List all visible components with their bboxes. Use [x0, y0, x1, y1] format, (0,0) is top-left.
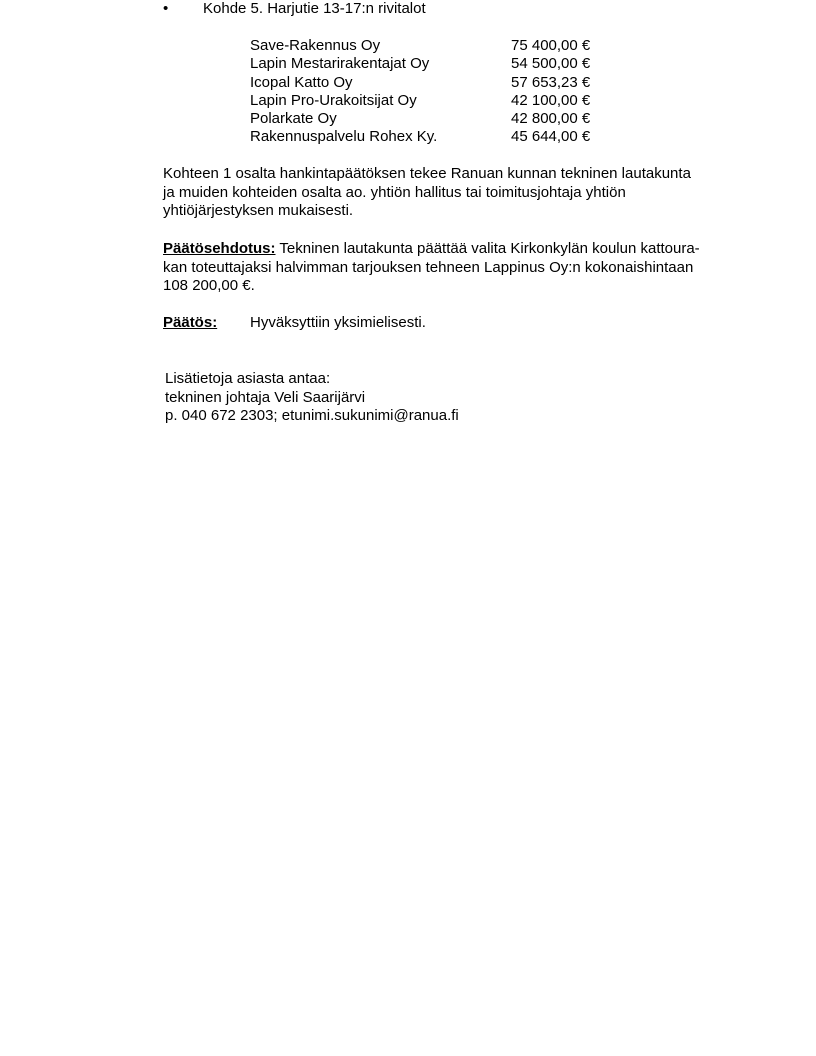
bid-company: Lapin Mestarirakentajat Oy	[250, 55, 430, 73]
paragraph-line: Kohteen 1 osalta hankintapäätöksen tekee Ranuan kunnan tekninen lautakunta	[163, 165, 691, 182]
bid-company: Rakennuspalvelu Rohex Ky.	[250, 128, 438, 146]
contact-line: Lisätietoja asiasta antaa:	[165, 370, 331, 387]
table-row	[250, 74, 611, 92]
bid-amount: 45 644,00 €	[511, 128, 591, 146]
proposal-label: Päätösehdotus:	[163, 240, 276, 257]
decision-paragraph	[163, 314, 763, 333]
bid-company: Icopal Katto Oy	[250, 73, 353, 91]
bid-amount: 42 800,00 €	[511, 110, 591, 128]
decision-label: Päätös:	[163, 314, 218, 331]
table-row	[250, 55, 611, 73]
bid-company: Polarkate Oy	[250, 110, 337, 128]
bid-amount: 57 653,23 €	[511, 73, 591, 91]
paragraph-line: yhtiöjärjestyksen mukaisesti.	[163, 202, 354, 219]
bid-amount: 75 400,00 €	[511, 37, 591, 54]
bid-company: Lapin Pro-Urakoitsijat Oy	[250, 91, 417, 109]
bullet-symbol: •	[163, 0, 169, 17]
bids-table	[250, 37, 611, 147]
contact-line: p. 040 672 2303; etunimi.sukunimi@ranua.fi	[165, 407, 459, 424]
contact-info	[165, 370, 459, 426]
table-row	[250, 37, 611, 55]
bid-company: Save-Rakennus Oy	[250, 37, 381, 54]
proposal-paragraph	[163, 240, 763, 296]
proposal-line: kan toteuttajaksi halvimman tarjouksen tehneen Lappinus Oy:n kokonaishintaan	[163, 258, 694, 276]
paragraph-line: ja muiden kohteiden osalta ao. yhtiön hallitus tai toimitusjohtaja yhtiön	[163, 183, 626, 201]
table-row	[250, 128, 611, 146]
decision-value: Hyväksyttiin yksimielisesti.	[250, 314, 426, 331]
bid-amount: 42 100,00 €	[511, 91, 591, 109]
table-row	[250, 110, 611, 128]
bid-amount: 54 500,00 €	[511, 55, 591, 73]
contact-line: tekninen johtaja Veli Saarijärvi	[165, 388, 366, 406]
proposal-line: 108 200,00 €.	[163, 277, 255, 294]
table-row	[250, 92, 611, 110]
bullet-text: Kohde 5. Harjutie 13-17:n rivitalot	[203, 0, 426, 17]
proposal-text: Tekninen lautakunta päättää valita Kirkonkylän koulun kattoura-	[275, 240, 700, 257]
decision-maker-paragraph	[163, 165, 763, 221]
proposal-line	[163, 240, 763, 259]
